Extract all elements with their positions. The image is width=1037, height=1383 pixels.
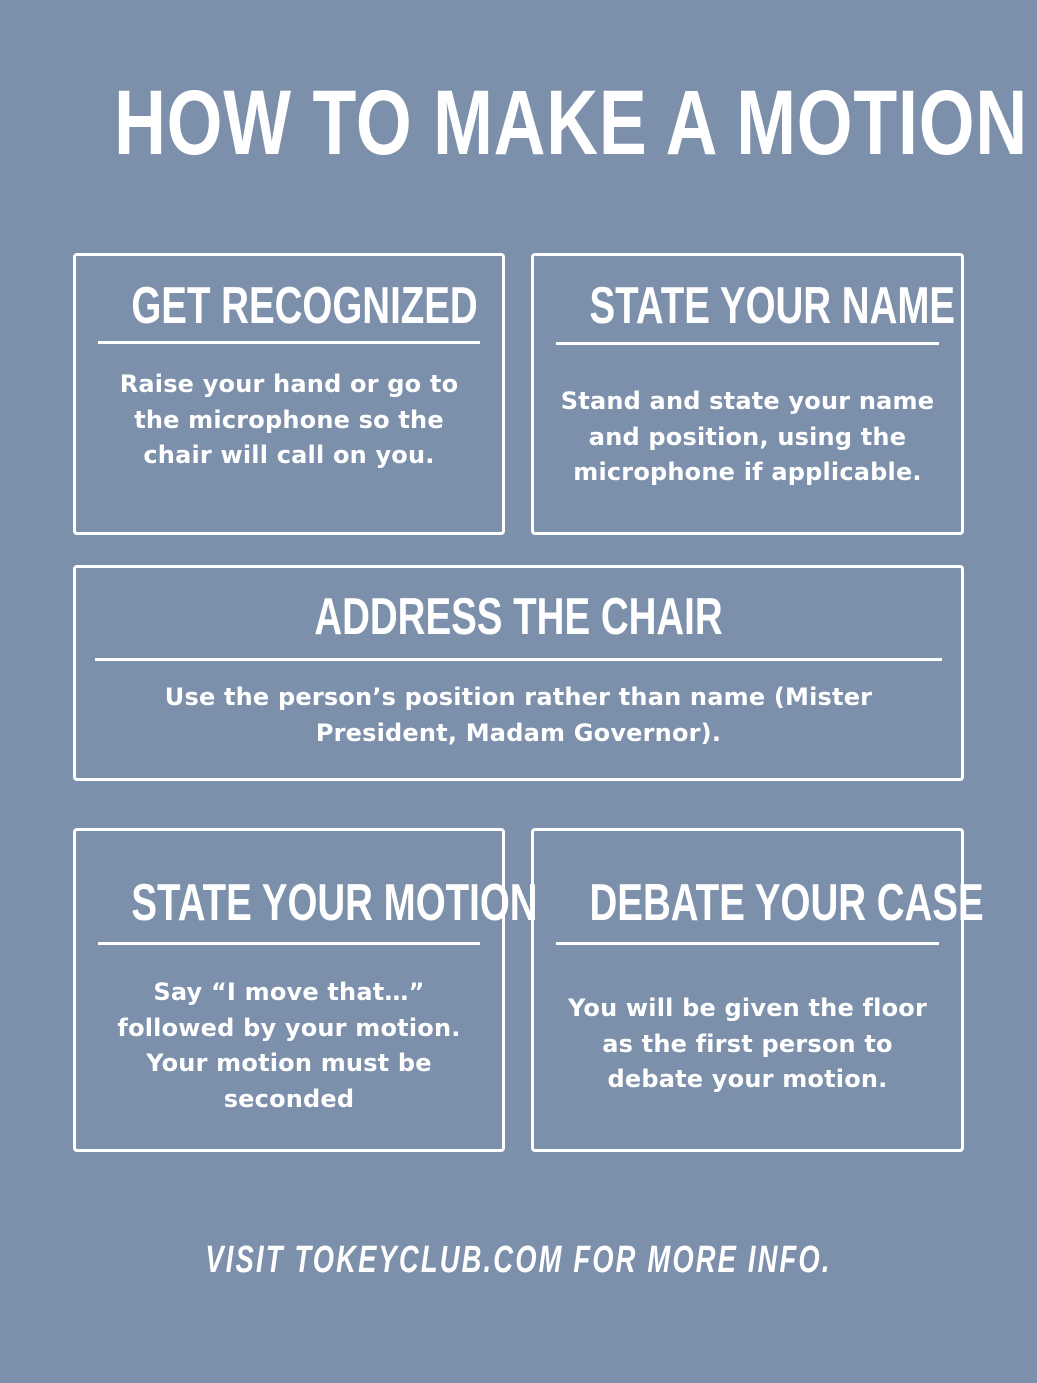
divider: [95, 658, 942, 661]
card-state-your-name: [531, 253, 964, 535]
card-body: Stand and state your name and position, using the microphone if applicable.: [560, 387, 935, 486]
card-heading: STATE YOUR NAME: [589, 277, 956, 335]
card-body: Say “I move that…” followed by your motion. Your motion must be seconded: [117, 978, 461, 1113]
card-body: You will be given the floor as the first person to debate your motion.: [568, 994, 927, 1093]
card-heading: ADDRESS THE CHAIR: [314, 588, 723, 646]
card-get-recognized: [73, 253, 505, 535]
card-state-your-motion: [73, 828, 538, 1152]
footer-link-text: VISIT TOKEYCLUB.COM FOR MORE INFO.: [205, 1239, 832, 1281]
card-body: Use the person’s position rather than name (Mister President, Madam Governor).: [164, 683, 873, 747]
card-heading: STATE YOUR MOTION: [131, 874, 538, 932]
card-debate-your-case: [531, 828, 984, 1152]
page-title: HOW TO MAKE A MOTION: [114, 72, 1028, 174]
card-body: Raise your hand or go to the microphone so the chair will call on you.: [119, 370, 459, 469]
card-heading: DEBATE YOUR CASE: [589, 874, 984, 932]
divider: [98, 942, 480, 945]
divider: [556, 342, 939, 345]
divider: [98, 341, 480, 344]
card-address-the-chair: [73, 565, 964, 781]
divider: [556, 942, 939, 945]
card-heading: GET RECOGNIZED: [131, 277, 478, 335]
